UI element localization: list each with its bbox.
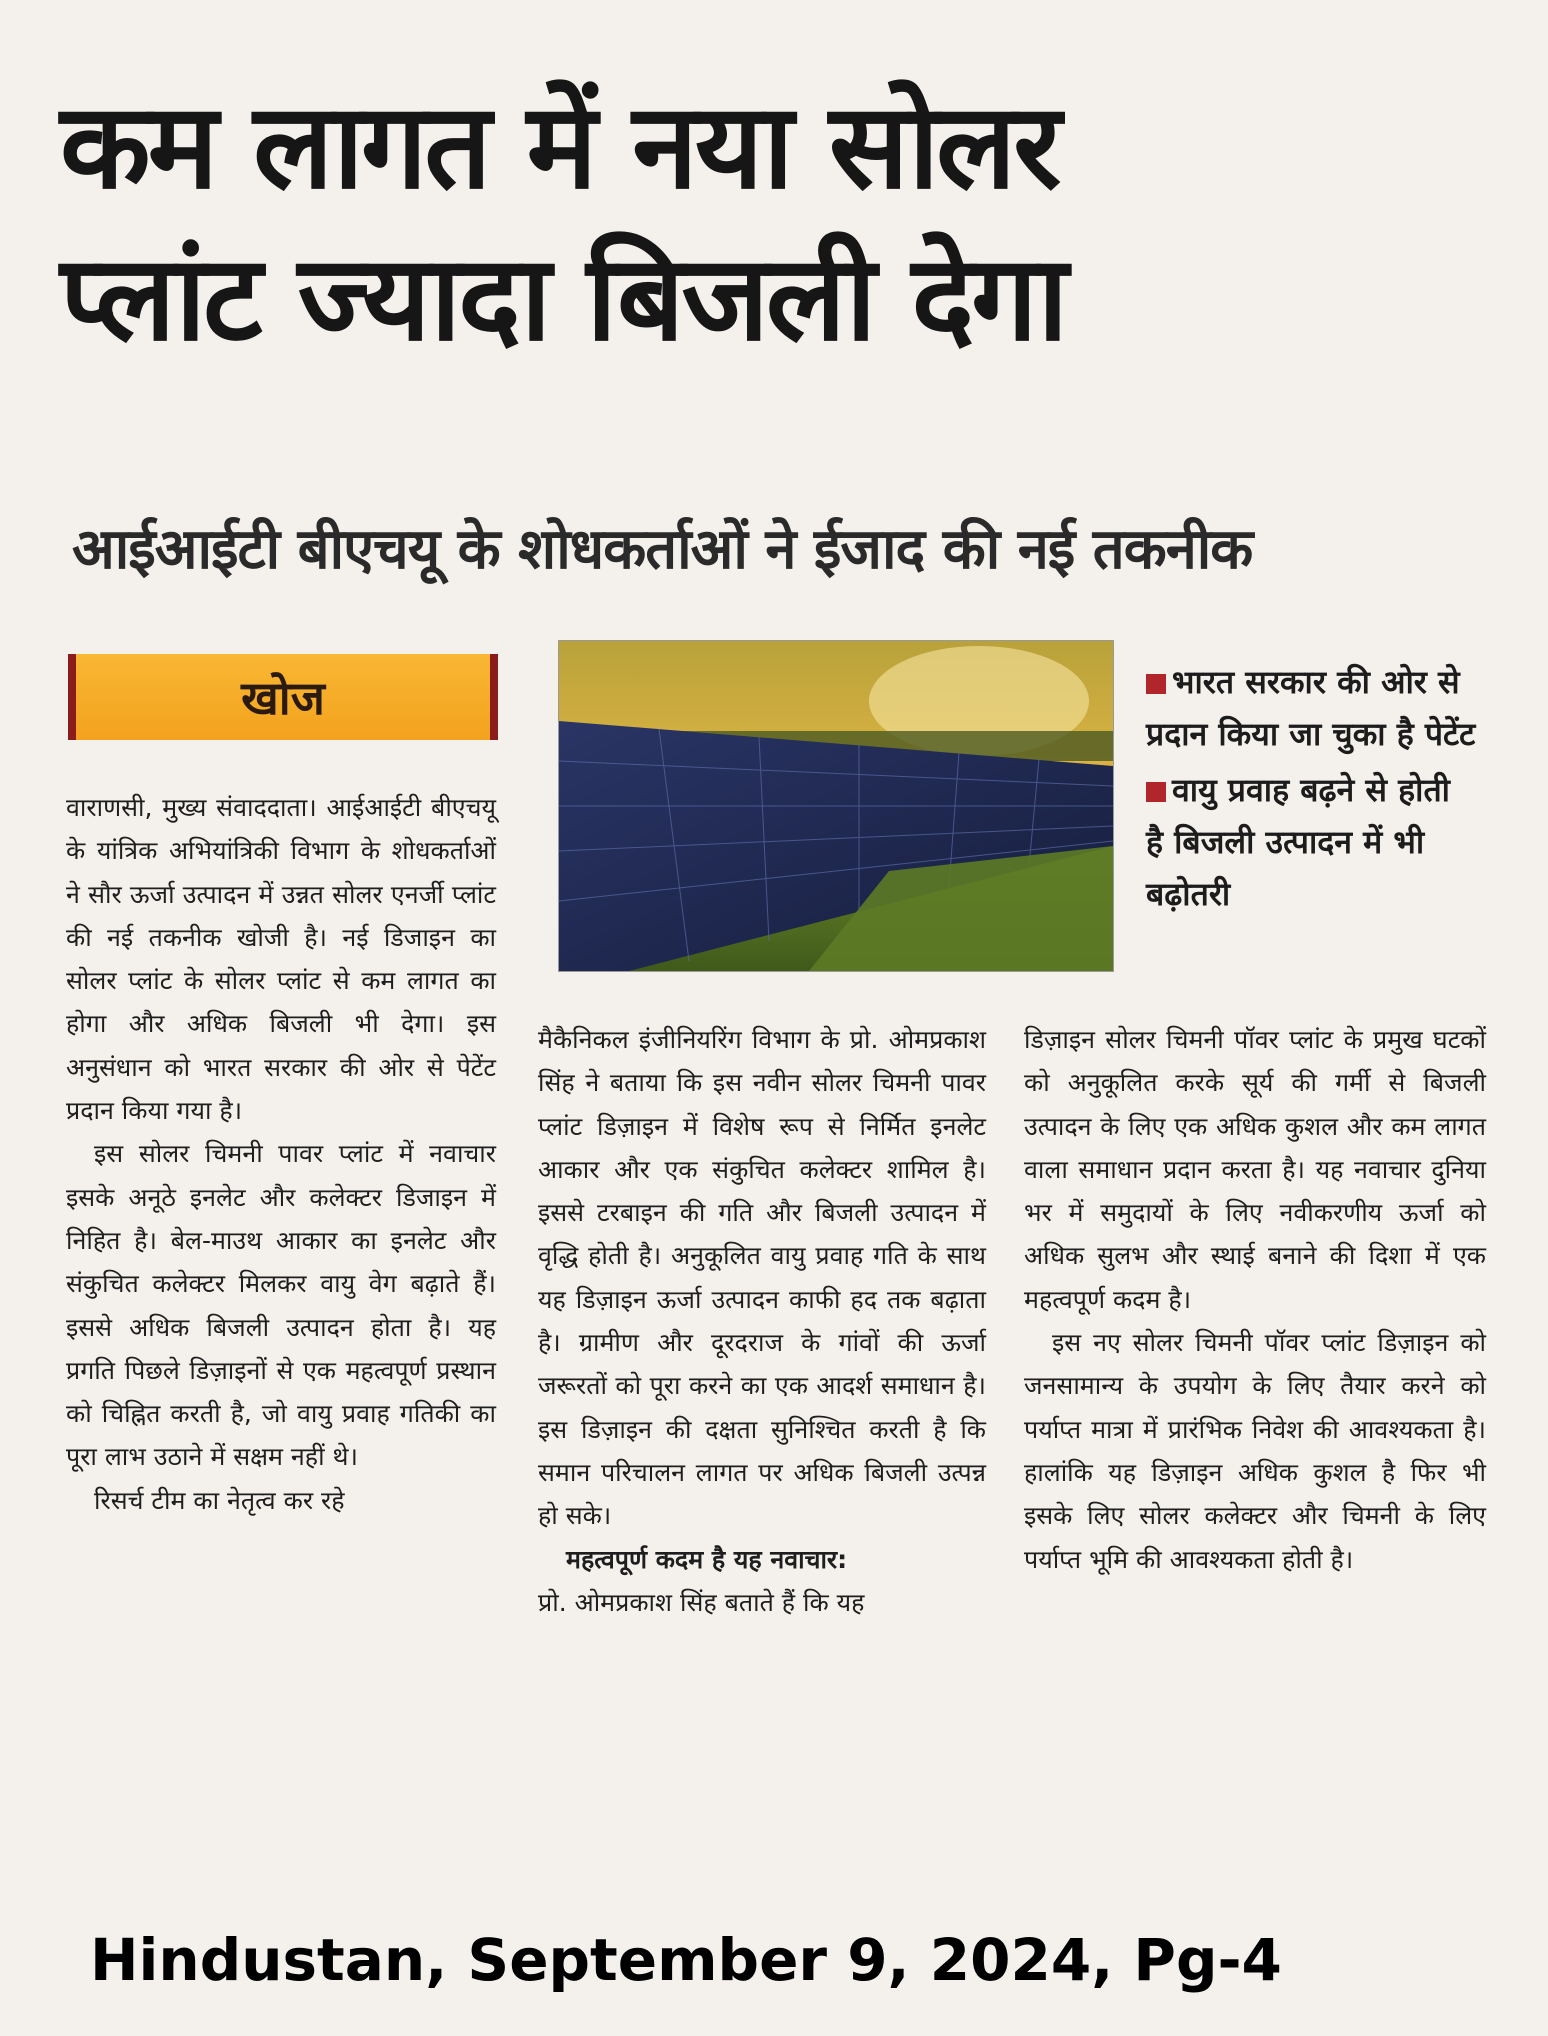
article-column-2	[538, 1018, 986, 1624]
section-tag	[68, 654, 498, 740]
subheadline: आईआईटी बीएचयू के शोधकर्ताओं ने ईजाद की नई तकनीक	[72, 517, 1253, 582]
paragraph: प्रो. ओमप्रकाश सिंह बताते हैं कि यह	[538, 1587, 865, 1617]
headline	[60, 70, 1500, 374]
source-caption: Hindustan, September 9, 2024, Pg-4	[90, 1926, 1282, 1994]
paragraph: वाराणसी, मुख्य संवाददाता। आईआईटी बीएचयू के यांत्रिक अभियांत्रिकी विभाग के शोधकर्ताओं ने सौर ऊर्जा उत्पादन में उन्नत सोलर एनर्जी प्लांट की नई तकनीक खोजी है। नई डिजाइन का सोलर प्लांट के सोलर प्लांट से कम लागत का होगा और अधिक बिजली भी देगा। इस अनुसंधान को भारत सरकार की ओर से पेटेंट प्रदान किया गया है।	[66, 793, 496, 1126]
paragraph: रिसर्च टीम का नेतृत्व कर रहे	[94, 1485, 345, 1515]
highlight-item	[1146, 656, 1476, 760]
paragraph: इस सोलर चिमनी पावर प्लांट में नवाचार इसके अनूठे इनलेट और कलेक्टर डिजाइन में निहित है। बेल-माउथ आकार का इनलेट और संकुचित कलेक्टर मिलकर वायु वेग बढ़ाते हैं। इससे अधिक बिजली उत्पादन होता है। यह प्रगति पिछले डिज़ाइनों से एक महत्वपूर्ण प्रस्थान को चिह्नित करती है, जो वायु प्रवाह गतिकी का पूरा लाभ उठाने में सक्षम नहीं थे।	[66, 1139, 496, 1472]
solar-panel-photo	[558, 640, 1114, 972]
crosshead-paragraph	[538, 1538, 986, 1625]
highlight-item	[1146, 764, 1476, 920]
article-column-3	[1024, 1018, 1486, 1581]
highlight-text: वायु प्रवाह बढ़ने से होती है बिजली उत्पादन में भी बढ़ोतरी	[1146, 771, 1450, 913]
crosshead: महत्वपूर्ण कदम है यह नवाचार:	[566, 1544, 848, 1574]
article-column-1	[66, 786, 496, 1522]
paragraph: डिज़ाइन सोलर चिमनी पॉवर प्लांट के प्रमुख घटकों को अनुकूलित करके सूर्य की गर्मी से बिजली उत्पादन के लिए एक अधिक कुशल और कम लागत वाला समाधान प्रदान करता है। यह नवाचार दुनिया भर में समुदायों के लिए नवीकरणीय ऊर्जा को अधिक सुलभ और स्थाई बनाने की दिशा में एक महत्वपूर्ण कदम है।	[1024, 1025, 1486, 1314]
red-square-bullet-icon	[1146, 674, 1166, 694]
headline-line-2: प्लांट ज्यादा बिजली देगा	[60, 229, 1066, 367]
headline-line-1: कम लागत में नया सोलर	[60, 77, 1059, 215]
paragraph: मैकैनिकल इंजीनियरिंग विभाग के प्रो. ओमप्रकाश सिंह ने बताया कि इस नवीन सोलर चिमनी पावर प्लांट डिज़ाइन में विशेष रूप से निर्मित इनलेट आकार और एक संकुचित कलेक्टर शामिल है। इससे टरबाइन की गति और बिजली उत्पादन में वृद्धि होती है। अनुकूलित वायु प्रवाह गति के साथ यह डिज़ाइन ऊर्जा उत्पादन काफी हद तक बढ़ाता है। ग्रामीण और दूरदराज के गांवों की ऊर्जा जरूरतों को पूरा करने का एक आदर्श समाधान है। इस डिज़ाइन की दक्षता सुनिश्चित करती है कि समान परिचालन लागत पर अधिक बिजली उत्पन्न हो सके।	[538, 1025, 986, 1531]
red-square-bullet-icon	[1146, 782, 1166, 802]
section-tag-label: खोज	[241, 671, 325, 725]
highlight-text: भारत सरकार की ओर से प्रदान किया जा चुका है पेटेंट	[1146, 663, 1476, 753]
paragraph: इस नए सोलर चिमनी पॉवर प्लांट डिज़ाइन को जनसामान्य के उपयोग के लिए तैयार करने को पर्याप्त मात्रा में प्रारंभिक निवेश की आवश्यकता है। हालांकि यह डिज़ाइन अधिक कुशल है फिर भी इसके लिए सोलर कलेक्टर और चिमनी के लिए पर्याप्त भूमि की आवश्यकता होती है।	[1024, 1328, 1486, 1574]
highlights-box	[1146, 656, 1476, 924]
